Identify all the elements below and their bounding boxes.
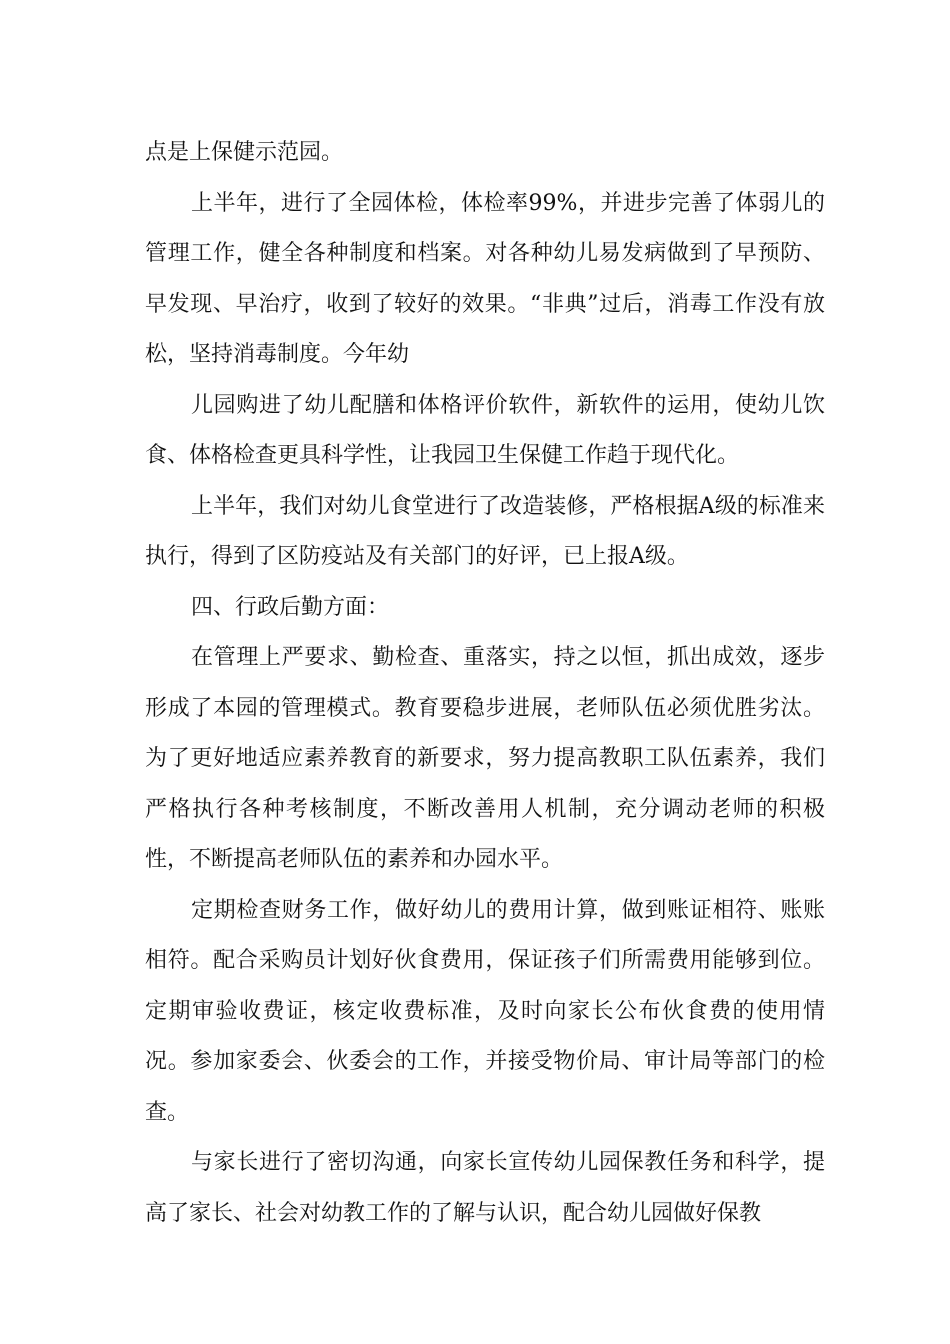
paragraph: 上半年，我们对幼儿食堂进行了改造装修，严格根据A级的标准来执行，得到了区防疫站及有关部门的好评，已上报A级。 xyxy=(145,493,825,569)
paragraph: 定期检查财务工作，做好幼儿的费用计算，做到账证相符、账账相符。配合采购员计划好伙食费用，保证孩子们所需费用能够到位。定期审验收费证，核定收费标准，及时向家长公布伙食费的使用情况。参加家委会、伙委会的工作，并接受物价局、审计局等部门的检查。 xyxy=(145,897,825,1125)
paragraph: 上半年，进行了全园体检，体检率99%，并进步完善了体弱儿的管理工作，健全各种制度和档案。对各种幼儿易发病做到了早预防、早发现、早治疗，收到了较好的效果。“非典”过后，消毒工作没有放松，坚持消毒制度。今年幼 xyxy=(145,190,825,367)
document-page xyxy=(145,128,825,1239)
paragraph: 在管理上严要求、勤检查、重落实，持之以恒，抓出成效，逐步形成了本园的管理模式。教育要稳步进展，老师队伍必须优胜劣汰。为了更好地适应素养教育的新要求，努力提高教职工队伍素养，我们严格执行各种考核制度，不断改善用人机制，充分调动老师的积极性，不断提高老师队伍的素养和办园水平。 xyxy=(145,645,825,872)
paragraph: 点是上保健示范园。 xyxy=(145,140,344,165)
paragraph: 与家长进行了密切沟通，向家长宣传幼儿园保教任务和科学，提高了家长、社会对幼教工作的了解与认识，配合幼儿园做好保教 xyxy=(145,1150,825,1226)
paragraph: 儿园购进了幼儿配膳和体格评价软件，新软件的运用，使幼儿饮食、体格检查更具科学性，让我园卫生保健工作趋于现代化。 xyxy=(145,392,825,468)
section-heading: 四、行政后勤方面： xyxy=(191,594,390,620)
